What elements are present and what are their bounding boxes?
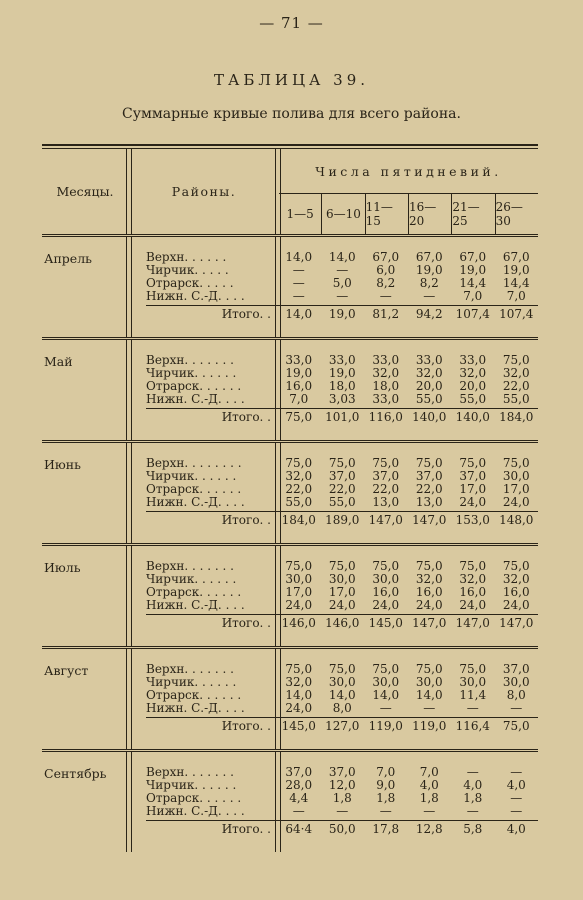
cell-value: — bbox=[379, 804, 392, 818]
region-name: Чирчик. . . . . . bbox=[146, 470, 237, 483]
cell-value: — bbox=[336, 263, 349, 277]
column-divider bbox=[126, 443, 132, 543]
total-value: 127,0 bbox=[321, 717, 365, 734]
header-divider bbox=[126, 149, 132, 234]
total-value: 147,0 bbox=[364, 511, 408, 528]
cell-value: 24,0 bbox=[372, 598, 400, 612]
total-value: 147,0 bbox=[451, 614, 495, 631]
region-name: Верхн. . . . . . bbox=[146, 251, 227, 264]
month-block bbox=[42, 543, 538, 646]
cell-value: 30,0 bbox=[502, 469, 530, 483]
total-value: 140,0 bbox=[408, 408, 452, 425]
cell-value: 32,0 bbox=[372, 366, 400, 380]
cell-value: 6,0 bbox=[376, 263, 396, 277]
cell-value: 37,0 bbox=[415, 469, 443, 483]
cell-value: 19,0 bbox=[459, 263, 487, 277]
cell-value: 3,03 bbox=[328, 392, 356, 406]
cell-value: 24,0 bbox=[459, 598, 487, 612]
cell-value: 75,0 bbox=[372, 559, 400, 573]
cell-value: 7,0 bbox=[419, 765, 439, 779]
cell-value: 17,0 bbox=[502, 482, 530, 496]
region-name: Верхн. . . . . . . bbox=[146, 354, 234, 367]
cell-value: 20,0 bbox=[459, 379, 487, 393]
cell-value: 7,0 bbox=[463, 289, 483, 303]
header-period: 16—20 bbox=[408, 194, 451, 234]
cell-value: 8,2 bbox=[419, 276, 439, 290]
table-row bbox=[146, 290, 538, 303]
cell-value: 22,0 bbox=[372, 482, 400, 496]
cell-value: 33,0 bbox=[328, 353, 356, 367]
cell-value: 37,0 bbox=[502, 662, 530, 676]
cell-value: 75,0 bbox=[372, 662, 400, 676]
cell-value: 20,0 bbox=[415, 379, 443, 393]
cell-value: 1,8 bbox=[332, 791, 352, 805]
cell-value: — bbox=[423, 701, 436, 715]
total-value: 145,0 bbox=[364, 614, 408, 631]
cell-value: — bbox=[379, 289, 392, 303]
cell-value: 24,0 bbox=[285, 598, 313, 612]
cell-value: 30,0 bbox=[415, 675, 443, 689]
header-period: 21—25 bbox=[451, 194, 494, 234]
table-body bbox=[42, 234, 538, 852]
cell-value: 14,0 bbox=[372, 688, 400, 702]
cell-value: 24,0 bbox=[502, 495, 530, 509]
cell-value: 4,0 bbox=[506, 778, 526, 792]
total-label: Итого. . bbox=[221, 616, 271, 630]
total-value: 81,2 bbox=[364, 305, 408, 322]
cell-value: 32,0 bbox=[502, 572, 530, 586]
total-value: 147,0 bbox=[408, 614, 452, 631]
region-name: Нижн. С.-Д. . . . bbox=[146, 290, 245, 303]
cell-value: 22,0 bbox=[285, 482, 313, 496]
cell-value: 75,0 bbox=[502, 456, 530, 470]
total-value: 50,0 bbox=[321, 820, 365, 837]
cell-value: 30,0 bbox=[328, 572, 356, 586]
region-name: Отрарск. . . . . . bbox=[146, 586, 242, 599]
region-name: Чирчик. . . . . . bbox=[146, 779, 237, 792]
cell-value: 14,4 bbox=[502, 276, 530, 290]
cell-value: 55,0 bbox=[285, 495, 313, 509]
cell-value: 37,0 bbox=[459, 469, 487, 483]
cell-value: — bbox=[510, 701, 523, 715]
total-row bbox=[146, 614, 538, 631]
region-name: Нижн. С.-Д. . . . bbox=[146, 393, 245, 406]
region-name: Чирчик. . . . . bbox=[146, 264, 229, 277]
cell-value: 55,0 bbox=[502, 392, 530, 406]
month-rows bbox=[146, 766, 538, 837]
cell-value: — bbox=[423, 804, 436, 818]
total-value: 5,8 bbox=[451, 820, 495, 837]
month-rows bbox=[146, 354, 538, 425]
cell-value: 24,0 bbox=[502, 598, 530, 612]
header-periods-title: Числа пятидневий. bbox=[279, 149, 538, 194]
region-name: Верхн. . . . . . . . bbox=[146, 457, 242, 470]
cell-value: 22,0 bbox=[328, 482, 356, 496]
cell-value: — bbox=[336, 804, 349, 818]
total-value: 119,0 bbox=[364, 717, 408, 734]
cell-value: — bbox=[292, 276, 305, 290]
table-subtitle: Суммарные кривые полива для всего района. bbox=[122, 106, 461, 122]
region-name: Верхн. . . . . . . bbox=[146, 766, 234, 779]
cell-value: 67,0 bbox=[502, 250, 530, 264]
total-row bbox=[146, 717, 538, 734]
cell-value: 18,0 bbox=[372, 379, 400, 393]
region-name: Верхн. . . . . . . bbox=[146, 663, 234, 676]
cell-value: 19,0 bbox=[415, 263, 443, 277]
cell-value: 14,0 bbox=[285, 250, 313, 264]
month-rows bbox=[146, 457, 538, 528]
cell-value: 75,0 bbox=[415, 559, 443, 573]
region-name: Нижн. С.-Д. . . . bbox=[146, 599, 245, 612]
cell-value: — bbox=[510, 791, 523, 805]
cell-value: 75,0 bbox=[328, 456, 356, 470]
month-name: Август bbox=[44, 663, 89, 678]
cell-value: 75,0 bbox=[459, 456, 487, 470]
cell-value: 8,0 bbox=[332, 701, 352, 715]
cell-value: — bbox=[466, 765, 479, 779]
cell-value: — bbox=[466, 701, 479, 715]
cell-value: — bbox=[423, 289, 436, 303]
table-row bbox=[146, 496, 538, 509]
total-value: 17,8 bbox=[364, 820, 408, 837]
total-value: 153,0 bbox=[451, 511, 495, 528]
table-row bbox=[146, 393, 538, 406]
total-value: 101,0 bbox=[321, 408, 365, 425]
cell-value: 16,0 bbox=[372, 585, 400, 599]
cell-value: 30,0 bbox=[502, 675, 530, 689]
month-block bbox=[42, 440, 538, 543]
total-value: 147,0 bbox=[495, 614, 539, 631]
column-divider bbox=[126, 546, 132, 646]
cell-value: 13,0 bbox=[372, 495, 400, 509]
cell-value: 30,0 bbox=[285, 572, 313, 586]
table-row bbox=[146, 805, 538, 818]
total-value: 146,0 bbox=[321, 614, 365, 631]
cell-value: 75,0 bbox=[459, 559, 487, 573]
cell-value: 4,0 bbox=[419, 778, 439, 792]
cell-value: 1,8 bbox=[376, 791, 396, 805]
region-name: Отрарск. . . . . . bbox=[146, 689, 242, 702]
cell-value: 32,0 bbox=[285, 675, 313, 689]
cell-value: 33,0 bbox=[372, 353, 400, 367]
cell-value: 22,0 bbox=[415, 482, 443, 496]
cell-value: 75,0 bbox=[285, 559, 313, 573]
cell-value: 75,0 bbox=[285, 456, 313, 470]
month-name: Июнь bbox=[44, 457, 81, 472]
cell-value: 75,0 bbox=[415, 662, 443, 676]
cell-value: 32,0 bbox=[459, 366, 487, 380]
region-name: Верхн. . . . . . . bbox=[146, 560, 234, 573]
total-value: 184,0 bbox=[495, 408, 539, 425]
month-name: Сентябрь bbox=[44, 766, 107, 781]
cell-value: 1,8 bbox=[463, 791, 483, 805]
cell-value: 12,0 bbox=[328, 778, 356, 792]
cell-value: 33,0 bbox=[372, 392, 400, 406]
header-periods-row bbox=[279, 194, 538, 234]
irrigation-table bbox=[42, 144, 538, 852]
page-number: — 71 — bbox=[259, 14, 324, 32]
cell-value: 19,0 bbox=[502, 263, 530, 277]
month-block bbox=[42, 749, 538, 852]
month-block bbox=[42, 337, 538, 440]
table-row bbox=[146, 702, 538, 715]
total-value: 14,0 bbox=[277, 305, 321, 322]
cell-value: 67,0 bbox=[372, 250, 400, 264]
cell-value: 16,0 bbox=[502, 585, 530, 599]
month-name: Май bbox=[44, 354, 73, 369]
total-value: 146,0 bbox=[277, 614, 321, 631]
cell-value: 17,0 bbox=[285, 585, 313, 599]
cell-value: 18,0 bbox=[328, 379, 356, 393]
cell-value: — bbox=[292, 263, 305, 277]
cell-value: 33,0 bbox=[459, 353, 487, 367]
region-name: Отрарск. . . . . . bbox=[146, 483, 242, 496]
header-divider bbox=[275, 149, 281, 234]
region-name: Чирчик. . . . . . bbox=[146, 676, 237, 689]
cell-value: 4,0 bbox=[463, 778, 483, 792]
header-periods bbox=[279, 149, 538, 234]
cell-value: 14,0 bbox=[285, 688, 313, 702]
month-rows bbox=[146, 251, 538, 322]
month-rows bbox=[146, 663, 538, 734]
cell-value: — bbox=[292, 804, 305, 818]
cell-value: 75,0 bbox=[459, 662, 487, 676]
total-value: 12,8 bbox=[408, 820, 452, 837]
cell-value: 14,4 bbox=[459, 276, 487, 290]
total-value: 64·4 bbox=[277, 820, 321, 837]
cell-value: 4,4 bbox=[289, 791, 309, 805]
cell-value: 24,0 bbox=[328, 598, 356, 612]
total-row bbox=[146, 305, 538, 322]
cell-value: 5,0 bbox=[332, 276, 352, 290]
cell-value: 75,0 bbox=[328, 559, 356, 573]
region-name: Отрарск. . . . . bbox=[146, 277, 234, 290]
header-period: 1—5 bbox=[286, 207, 314, 221]
total-value: 4,0 bbox=[495, 820, 539, 837]
cell-value: 17,0 bbox=[459, 482, 487, 496]
total-value: 116,4 bbox=[451, 717, 495, 734]
cell-value: 32,0 bbox=[502, 366, 530, 380]
total-value: 184,0 bbox=[277, 511, 321, 528]
cell-value: — bbox=[510, 804, 523, 818]
total-value: 145,0 bbox=[277, 717, 321, 734]
total-row bbox=[146, 820, 538, 837]
column-divider bbox=[126, 340, 132, 440]
cell-value: 30,0 bbox=[372, 675, 400, 689]
region-name: Нижн. С.-Д. . . . bbox=[146, 702, 245, 715]
cell-value: 75,0 bbox=[328, 662, 356, 676]
cell-value: 9,0 bbox=[376, 778, 396, 792]
cell-value: — bbox=[510, 765, 523, 779]
cell-value: 7,0 bbox=[506, 289, 526, 303]
cell-value: 75,0 bbox=[415, 456, 443, 470]
cell-value: 17,0 bbox=[328, 585, 356, 599]
total-label: Итого. . bbox=[221, 822, 271, 836]
cell-value: 8,2 bbox=[376, 276, 396, 290]
cell-value: 13,0 bbox=[415, 495, 443, 509]
total-value: 75,0 bbox=[277, 408, 321, 425]
cell-value: 24,0 bbox=[459, 495, 487, 509]
region-name: Отрарск. . . . . . bbox=[146, 792, 242, 805]
cell-value: 30,0 bbox=[328, 675, 356, 689]
table-row bbox=[146, 599, 538, 612]
cell-value: 37,0 bbox=[285, 765, 313, 779]
cell-value: 75,0 bbox=[285, 662, 313, 676]
column-divider bbox=[126, 237, 132, 337]
cell-value: — bbox=[379, 701, 392, 715]
cell-value: 67,0 bbox=[415, 250, 443, 264]
cell-value: 7,0 bbox=[289, 392, 309, 406]
total-label: Итого. . bbox=[221, 410, 271, 424]
month-name: Апрель bbox=[44, 251, 92, 266]
header-months: Месяцы. bbox=[56, 184, 114, 199]
cell-value: 30,0 bbox=[372, 572, 400, 586]
table-title: ТАБЛИЦА 39. bbox=[213, 71, 370, 89]
total-value: 119,0 bbox=[408, 717, 452, 734]
cell-value: — bbox=[466, 804, 479, 818]
column-divider bbox=[126, 752, 132, 852]
cell-value: 37,0 bbox=[372, 469, 400, 483]
month-block bbox=[42, 646, 538, 749]
cell-value: 55,0 bbox=[459, 392, 487, 406]
cell-value: 16,0 bbox=[459, 585, 487, 599]
header-regions: Районы. bbox=[171, 184, 237, 199]
cell-value: 30,0 bbox=[459, 675, 487, 689]
total-value: 116,0 bbox=[364, 408, 408, 425]
cell-value: 24,0 bbox=[285, 701, 313, 715]
total-value: 107,4 bbox=[495, 305, 539, 322]
cell-value: 14,0 bbox=[328, 688, 356, 702]
total-value: 148,0 bbox=[495, 511, 539, 528]
month-name: Июль bbox=[44, 560, 81, 575]
cell-value: — bbox=[336, 289, 349, 303]
top-rule bbox=[42, 144, 538, 146]
cell-value: 28,0 bbox=[285, 778, 313, 792]
cell-value: 14,0 bbox=[415, 688, 443, 702]
cell-value: 75,0 bbox=[372, 456, 400, 470]
total-label: Итого. . bbox=[221, 719, 271, 733]
cell-value: 19,0 bbox=[285, 366, 313, 380]
cell-value: 11,4 bbox=[459, 688, 487, 702]
cell-value: 14,0 bbox=[328, 250, 356, 264]
cell-value: 33,0 bbox=[285, 353, 313, 367]
total-value: 147,0 bbox=[408, 511, 452, 528]
cell-value: 37,0 bbox=[328, 765, 356, 779]
total-value: 140,0 bbox=[451, 408, 495, 425]
cell-value: 75,0 bbox=[502, 353, 530, 367]
cell-value: 55,0 bbox=[328, 495, 356, 509]
cell-value: 32,0 bbox=[459, 572, 487, 586]
total-row bbox=[146, 511, 538, 528]
region-name: Нижн. С.-Д. . . . bbox=[146, 805, 245, 818]
region-name: Нижн. С.-Д. . . . bbox=[146, 496, 245, 509]
cell-value: 75,0 bbox=[502, 559, 530, 573]
header-period: 6—10 bbox=[321, 194, 364, 234]
cell-value: 67,0 bbox=[459, 250, 487, 264]
cell-value: 19,0 bbox=[328, 366, 356, 380]
total-value: 19,0 bbox=[321, 305, 365, 322]
header-period: 26—30 bbox=[495, 194, 538, 234]
cell-value: 37,0 bbox=[328, 469, 356, 483]
total-value: 75,0 bbox=[495, 717, 539, 734]
total-value: 189,0 bbox=[321, 511, 365, 528]
total-label: Итого. . bbox=[221, 307, 271, 321]
total-value: 94,2 bbox=[408, 305, 452, 322]
header-period: 11—15 bbox=[365, 194, 408, 234]
column-divider bbox=[126, 649, 132, 749]
region-name: Чирчик. . . . . . bbox=[146, 573, 237, 586]
region-name: Чирчик. . . . . . bbox=[146, 367, 237, 380]
cell-value: 32,0 bbox=[415, 572, 443, 586]
cell-value: 8,0 bbox=[506, 688, 526, 702]
cell-value: 33,0 bbox=[415, 353, 443, 367]
cell-value: 55,0 bbox=[415, 392, 443, 406]
total-row bbox=[146, 408, 538, 425]
cell-value: — bbox=[292, 289, 305, 303]
cell-value: 32,0 bbox=[415, 366, 443, 380]
table-header bbox=[42, 149, 538, 234]
cell-value: 1,8 bbox=[419, 791, 439, 805]
cell-value: 16,0 bbox=[415, 585, 443, 599]
total-value: 107,4 bbox=[451, 305, 495, 322]
cell-value: 32,0 bbox=[285, 469, 313, 483]
cell-value: 22,0 bbox=[502, 379, 530, 393]
cell-value: 7,0 bbox=[376, 765, 396, 779]
region-name: Отрарск. . . . . . bbox=[146, 380, 242, 393]
cell-value: 24,0 bbox=[415, 598, 443, 612]
total-label: Итого. . bbox=[221, 513, 271, 527]
month-block bbox=[42, 234, 538, 337]
month-rows bbox=[146, 560, 538, 631]
cell-value: 16,0 bbox=[285, 379, 313, 393]
